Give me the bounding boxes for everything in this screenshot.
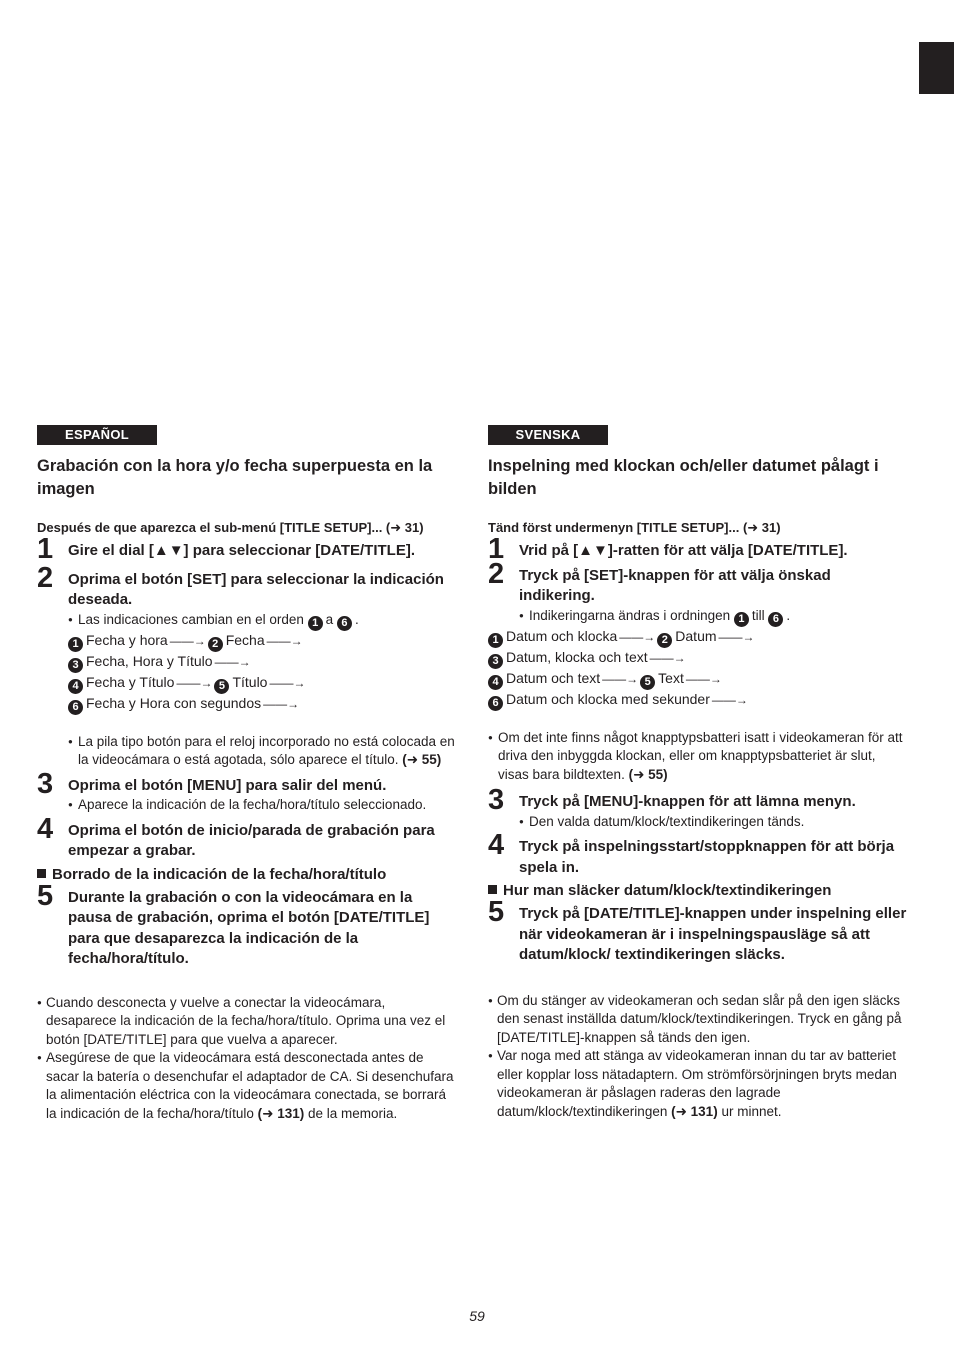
step-3 — [37, 767, 455, 815]
bullet-text: Om det inte finns något knapptypsbatteri isatt i videokameran för att driva den inbyggda klockan, eller om knapptypsbatteriet är slut, visas bara bildtexten. — [498, 729, 903, 782]
bullet-text: till — [751, 607, 765, 623]
bullet-text: La pila tipo botón para el reloj incorporado no está colocada en la videocámara o está agotada, sólo aparece el título. — [78, 733, 455, 767]
step-text: Tryck på inspelningsstart/stoppknappen för att börja spela in. — [519, 838, 895, 876]
language-badge: ESPAÑOL — [37, 425, 157, 445]
step-text: Tryck på [DATE/TITLE]-knappen under inspelning eller när videokameran är i inspelningspausläge så att datum/klock/ textindikeringen släcks. — [519, 905, 907, 963]
note-text: Asegúrese de que la videocámara está desconectada antes de sacar la batería o desenchufar el adaptador de CA. Si desenchufara la alimentación eléctrica con la videocámara conectada, se borrará la indicación de la fecha/hora/título — [46, 1050, 454, 1121]
section-title: Inspelning med klockan och/eller datumet pålagt i bilden — [488, 457, 879, 498]
circled-number: 4 — [488, 675, 503, 690]
sequence-line — [68, 652, 455, 673]
circled-number: 2 — [657, 633, 672, 648]
bullet-text: Indikeringarna ändras i ordningen — [529, 607, 731, 623]
circled-number: 4 — [68, 679, 83, 694]
page-reference: (➜ 55) — [402, 752, 442, 767]
step-text: Tryck på [MENU]-knappen för att lämna menyn. — [519, 793, 856, 810]
arrow-icon: ——→ — [169, 633, 206, 648]
arrow-icon: ——→ — [602, 671, 639, 686]
sequence-line — [488, 627, 908, 648]
circled-number: 6 — [68, 700, 83, 715]
sequence-text: Datum — [675, 627, 717, 644]
note-text: Var noga med att stänga av videokameran innan du tar av batteriet eller kopplar loss nätadaptern. Om strömförsörjningen bryts medan videokameran är påslagen raderas den lagrade datum/klock/textindikeringen — [497, 1048, 897, 1119]
step-5 — [37, 879, 455, 970]
note-text: de la memoria. — [308, 1105, 398, 1121]
arrow-icon: ——→ — [176, 675, 213, 690]
sequence-list — [68, 631, 455, 715]
step-number: 5 — [37, 879, 54, 912]
step-text: Tryck på [SET]-knappen för att välja önskad indikering. — [519, 566, 831, 604]
arrow-icon: ——→ — [711, 692, 748, 707]
arrow-icon: ——→ — [263, 696, 300, 711]
circled-number: 5 — [214, 679, 229, 694]
arrow-icon: ——→ — [214, 654, 251, 669]
note-item — [488, 1047, 908, 1121]
sequence-text: Datum och klocka med sekunder — [506, 690, 710, 707]
step-number: 4 — [488, 829, 505, 861]
column-espanol — [37, 425, 455, 1123]
note-item — [37, 1049, 455, 1123]
circled-number: 1 — [488, 633, 503, 648]
page-number: 59 — [469, 1308, 485, 1324]
step-text: Oprima el botón de inicio/parada de grabación para empezar a grabar. — [68, 821, 435, 859]
bullet-note: ● Den valda datum/klock/textindikeringen tänds. — [519, 813, 908, 832]
sequence-text: Fecha y hora — [86, 631, 168, 648]
step-number: 1 — [488, 533, 505, 565]
step-text: Durante la grabación o con la videocámara en la pausa de grabación, oprima el botón [DATE/TITLE] para que desaparezca la indicación de la fecha/hora/título. — [68, 888, 430, 967]
arrow-icon: ——→ — [266, 633, 303, 648]
page-reference: (➜ 131) — [257, 1105, 305, 1121]
step-2 — [37, 561, 455, 770]
page-reference: (➜ 55) — [628, 766, 668, 782]
bullet-note: ● Aparece la indicación de la fecha/hora/título seleccionado. — [68, 796, 455, 815]
section-tab-marker — [919, 42, 954, 94]
step-number: 2 — [37, 561, 54, 594]
bullet-note — [519, 607, 908, 627]
step-1 — [488, 533, 908, 565]
circled-number: 6 — [337, 616, 352, 631]
page-reference: (➜ 131) — [671, 1103, 718, 1119]
note-text: ur minnet. — [721, 1103, 782, 1119]
sequence-line — [68, 694, 455, 715]
sequence-text: Título — [232, 673, 268, 690]
circled-number: 1 — [68, 637, 83, 652]
intro-text: Tänd först undermenyn [TITLE SETUP]... (➜ 31) — [488, 520, 781, 535]
bullet-note — [68, 733, 455, 770]
sequence-line — [488, 669, 908, 690]
step-number: 2 — [488, 557, 505, 590]
step-text: Vrid på [▲▼]-ratten för att välja [DATE/TITLE]. — [519, 542, 848, 559]
circled-number: 5 — [640, 675, 655, 690]
circled-number: 6 — [488, 696, 503, 711]
step-number: 5 — [488, 896, 505, 928]
circled-number: 2 — [208, 637, 223, 652]
notes — [488, 992, 908, 1122]
circled-number: 1 — [308, 616, 323, 631]
sequence-text: Datum och text — [506, 669, 601, 686]
step-4 — [488, 829, 908, 878]
subsection-heading-text: Borrado de la indicación de la fecha/hora/título — [52, 865, 387, 883]
section-title: Grabación con la hora y/o fecha superpuesta en la imagen — [37, 457, 433, 498]
sequence-line — [488, 648, 908, 669]
step-2 — [488, 557, 908, 627]
sequence-text: Datum, klocka och text — [506, 648, 648, 665]
square-bullet-icon — [488, 885, 497, 894]
intro-text: Después de que aparezca el sub-menú [TITLE SETUP]... (➜ 31) — [37, 520, 424, 535]
sequence-text: Fecha — [225, 631, 265, 648]
step-5 — [488, 896, 908, 966]
step-number: 1 — [37, 533, 54, 565]
sequence-list — [488, 627, 908, 711]
circled-number: 3 — [488, 654, 503, 669]
bullet-text: . — [786, 607, 791, 623]
circled-number: 1 — [734, 612, 749, 627]
subsection-heading-text: Hur man släcker datum/klock/textindikeringen — [503, 882, 832, 899]
step-3 — [488, 784, 908, 831]
arrow-icon: ——→ — [649, 650, 686, 665]
note-item: ● Cuando desconecta y vuelve a conectar la videocámara, desaparece la indicación de la fecha/hora/título. Oprima una vez el botón [DATE/TITLE] para que vuelva a aparecer. — [37, 994, 455, 1050]
step-4 — [37, 812, 455, 862]
subsection-heading — [37, 865, 455, 885]
arrow-icon: ——→ — [718, 629, 755, 644]
bullet-note — [68, 611, 455, 631]
square-bullet-icon — [37, 869, 46, 878]
sequence-line — [68, 673, 455, 694]
bullet-note — [488, 729, 908, 785]
step-text: Oprima el botón [MENU] para salir del menú. — [68, 776, 387, 794]
circled-number: 3 — [68, 658, 83, 673]
bullet-text: Las indicaciones cambian en el orden — [78, 611, 304, 627]
arrow-icon: ——→ — [619, 629, 656, 644]
step-number: 3 — [488, 784, 505, 816]
step-text: Gire el dial [▲▼] para seleccionar [DATE/TITLE]. — [68, 542, 415, 559]
sequence-text: Fecha y Título — [86, 673, 175, 690]
sequence-line — [488, 690, 908, 711]
sequence-text: Datum och klocka — [506, 627, 618, 644]
step-number: 4 — [37, 812, 54, 845]
sequence-line — [68, 631, 455, 652]
bullet-text: a — [325, 611, 334, 627]
language-badge: SVENSKA — [488, 425, 608, 445]
subsection-heading — [488, 881, 908, 901]
column-svenska — [488, 425, 908, 1121]
step-1 — [37, 533, 455, 565]
circled-number: 6 — [768, 612, 783, 627]
step-number: 3 — [37, 767, 54, 800]
sequence-text: Text — [658, 669, 684, 686]
note-item: ● Om du stänger av videokameran och sedan slår på den igen släcks den senast inställda datum/klock/textindikeringen. Tryck en gång på [DATE/TITLE]-knappen så tänds den igen. — [488, 992, 908, 1048]
step-text: Oprima el botón [SET] para seleccionar la indicación deseada. — [68, 570, 444, 608]
arrow-icon: ——→ — [685, 671, 722, 686]
sequence-text: Fecha y Hora con segundos — [86, 694, 262, 711]
sequence-text: Fecha, Hora y Título — [86, 652, 213, 669]
arrow-icon: ——→ — [269, 675, 306, 690]
bullet-text: . — [354, 611, 359, 627]
notes — [37, 994, 455, 1124]
